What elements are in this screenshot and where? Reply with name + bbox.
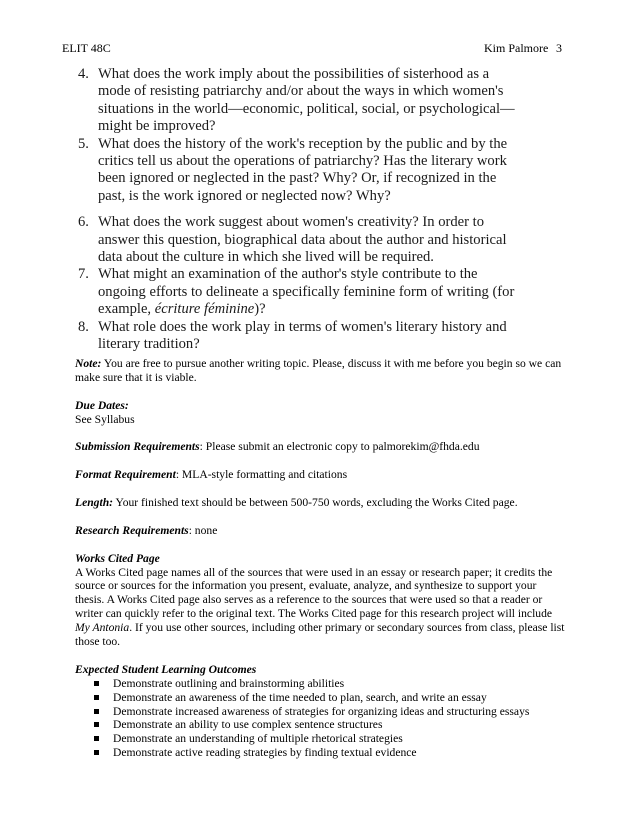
header-page-number: 3 [556,41,562,55]
list-item [75,677,565,691]
square-bullet-icon [94,681,99,686]
question-text: What might an examination of the author's style contribute to the ongoing efforts to delineate a specifically feminine form of writing (for example, [98,266,515,318]
submission-text: : Please submit an electronic copy to palmorekim@fhda.edu [199,440,480,454]
submission-label: Submission Requirements [75,440,200,454]
outcome-text: Demonstrate outlining and brainstorming abilities [113,676,345,690]
assignment-details [75,357,565,760]
research-label: Research Requirements [75,523,189,537]
list-item [75,718,565,732]
outcome-text: Demonstrate an awareness of the time needed to plan, search, and write an essay [113,690,487,704]
works-cited-paragraph [75,552,565,649]
length-paragraph [75,496,565,510]
question-gap [78,205,518,214]
square-bullet-icon [94,722,99,727]
question-item [78,266,518,318]
question-text: What role does the work play in terms of women's literary history and literary tradition? [98,318,507,353]
question-item [78,136,518,206]
works-cited-text: A Works Cited page names all of the sources that were used in an essay or research paper; it credits the source or sources for the information you present, evaluate, analyze, and synthesize to support your thesis. A Works Cited page also serves as a reference to the sources that were used so that a reader or writer can quickly refer to the original text. The Works Cited page for this research project will include [75,565,553,621]
list-item [75,746,565,760]
header-course: ELIT 48C [62,41,111,55]
format-label: Format Requirement [75,468,176,482]
note-paragraph [75,357,565,385]
question-number: 8. [78,318,89,335]
format-text: : MLA-style formatting and citations [175,468,348,482]
list-item [75,691,565,705]
length-label: Length: [75,496,114,509]
due-dates-paragraph [75,399,565,427]
square-bullet-icon [94,750,99,755]
outcome-text: Demonstrate an ability to use complex sentence structures [113,718,383,732]
square-bullet-icon [94,736,99,741]
question-text-end: )? [254,301,266,318]
note-text: You are free to pursue another writing topic. Please, discuss it with me before you begin so we can make sure that it is viable. [75,357,562,384]
length-text: Your finished text should be between 500-750 words, excluding the Works Cited page. [113,496,518,509]
outcome-text: Demonstrate active reading strategies by finding textual evidence [113,746,417,760]
research-paragraph [75,524,565,538]
question-text: What does the work suggest about women's creativity? In order to answer this question, biographical data about the author and historical data about the culture in which she lived will be required. [98,214,507,266]
submission-paragraph [75,440,565,454]
question-item [78,66,518,136]
outcomes-label: Expected Student Learning Outcomes [75,662,257,676]
works-cited-text-end: . If you use other sources, including other primary or secondary sources from class, please list those too. [75,621,565,649]
outcomes-list [75,677,565,760]
square-bullet-icon [94,695,99,700]
works-cited-title: My Antonia [75,621,130,635]
question-number: 6. [78,214,89,231]
list-item [75,705,565,719]
outcome-text: Demonstrate an understanding of multiple rhetorical strategies [113,732,403,746]
question-text: What does the work imply about the possibilities of sisterhood as a mode of resisting patriarchy and/or about the ways in which women's situations in the world—economic, political, social, or psychological—might be improved? [98,66,515,135]
question-text-italic: écriture féminine [154,301,255,318]
question-item [78,319,518,354]
outcome-text: Demonstrate increased awareness of strategies for organizing ideas and structuring essays [113,704,530,718]
format-paragraph [75,468,565,482]
research-text: : none [188,523,218,537]
question-number: 5. [78,135,89,152]
list-item [75,732,565,746]
works-cited-label: Works Cited Page [75,551,160,565]
header-author: Kim Palmore [484,41,549,55]
due-dates-label: Due Dates: [75,398,129,412]
question-number: 7. [78,266,89,283]
questions-image-block [78,66,518,354]
outcomes-section [75,663,565,760]
due-dates-text: See Syllabus [75,412,135,426]
question-item [78,214,518,266]
question-number: 4. [78,66,89,82]
note-label: Note: [75,357,102,370]
square-bullet-icon [94,709,99,714]
question-text: What does the history of the work's reception by the public and by the critics tell us about the operations of patriarchy? Has the literary work been ignored or neglected in the past? Why? Or, if recognized in the past, is the work ignored or neglected now? Why? [98,135,508,204]
